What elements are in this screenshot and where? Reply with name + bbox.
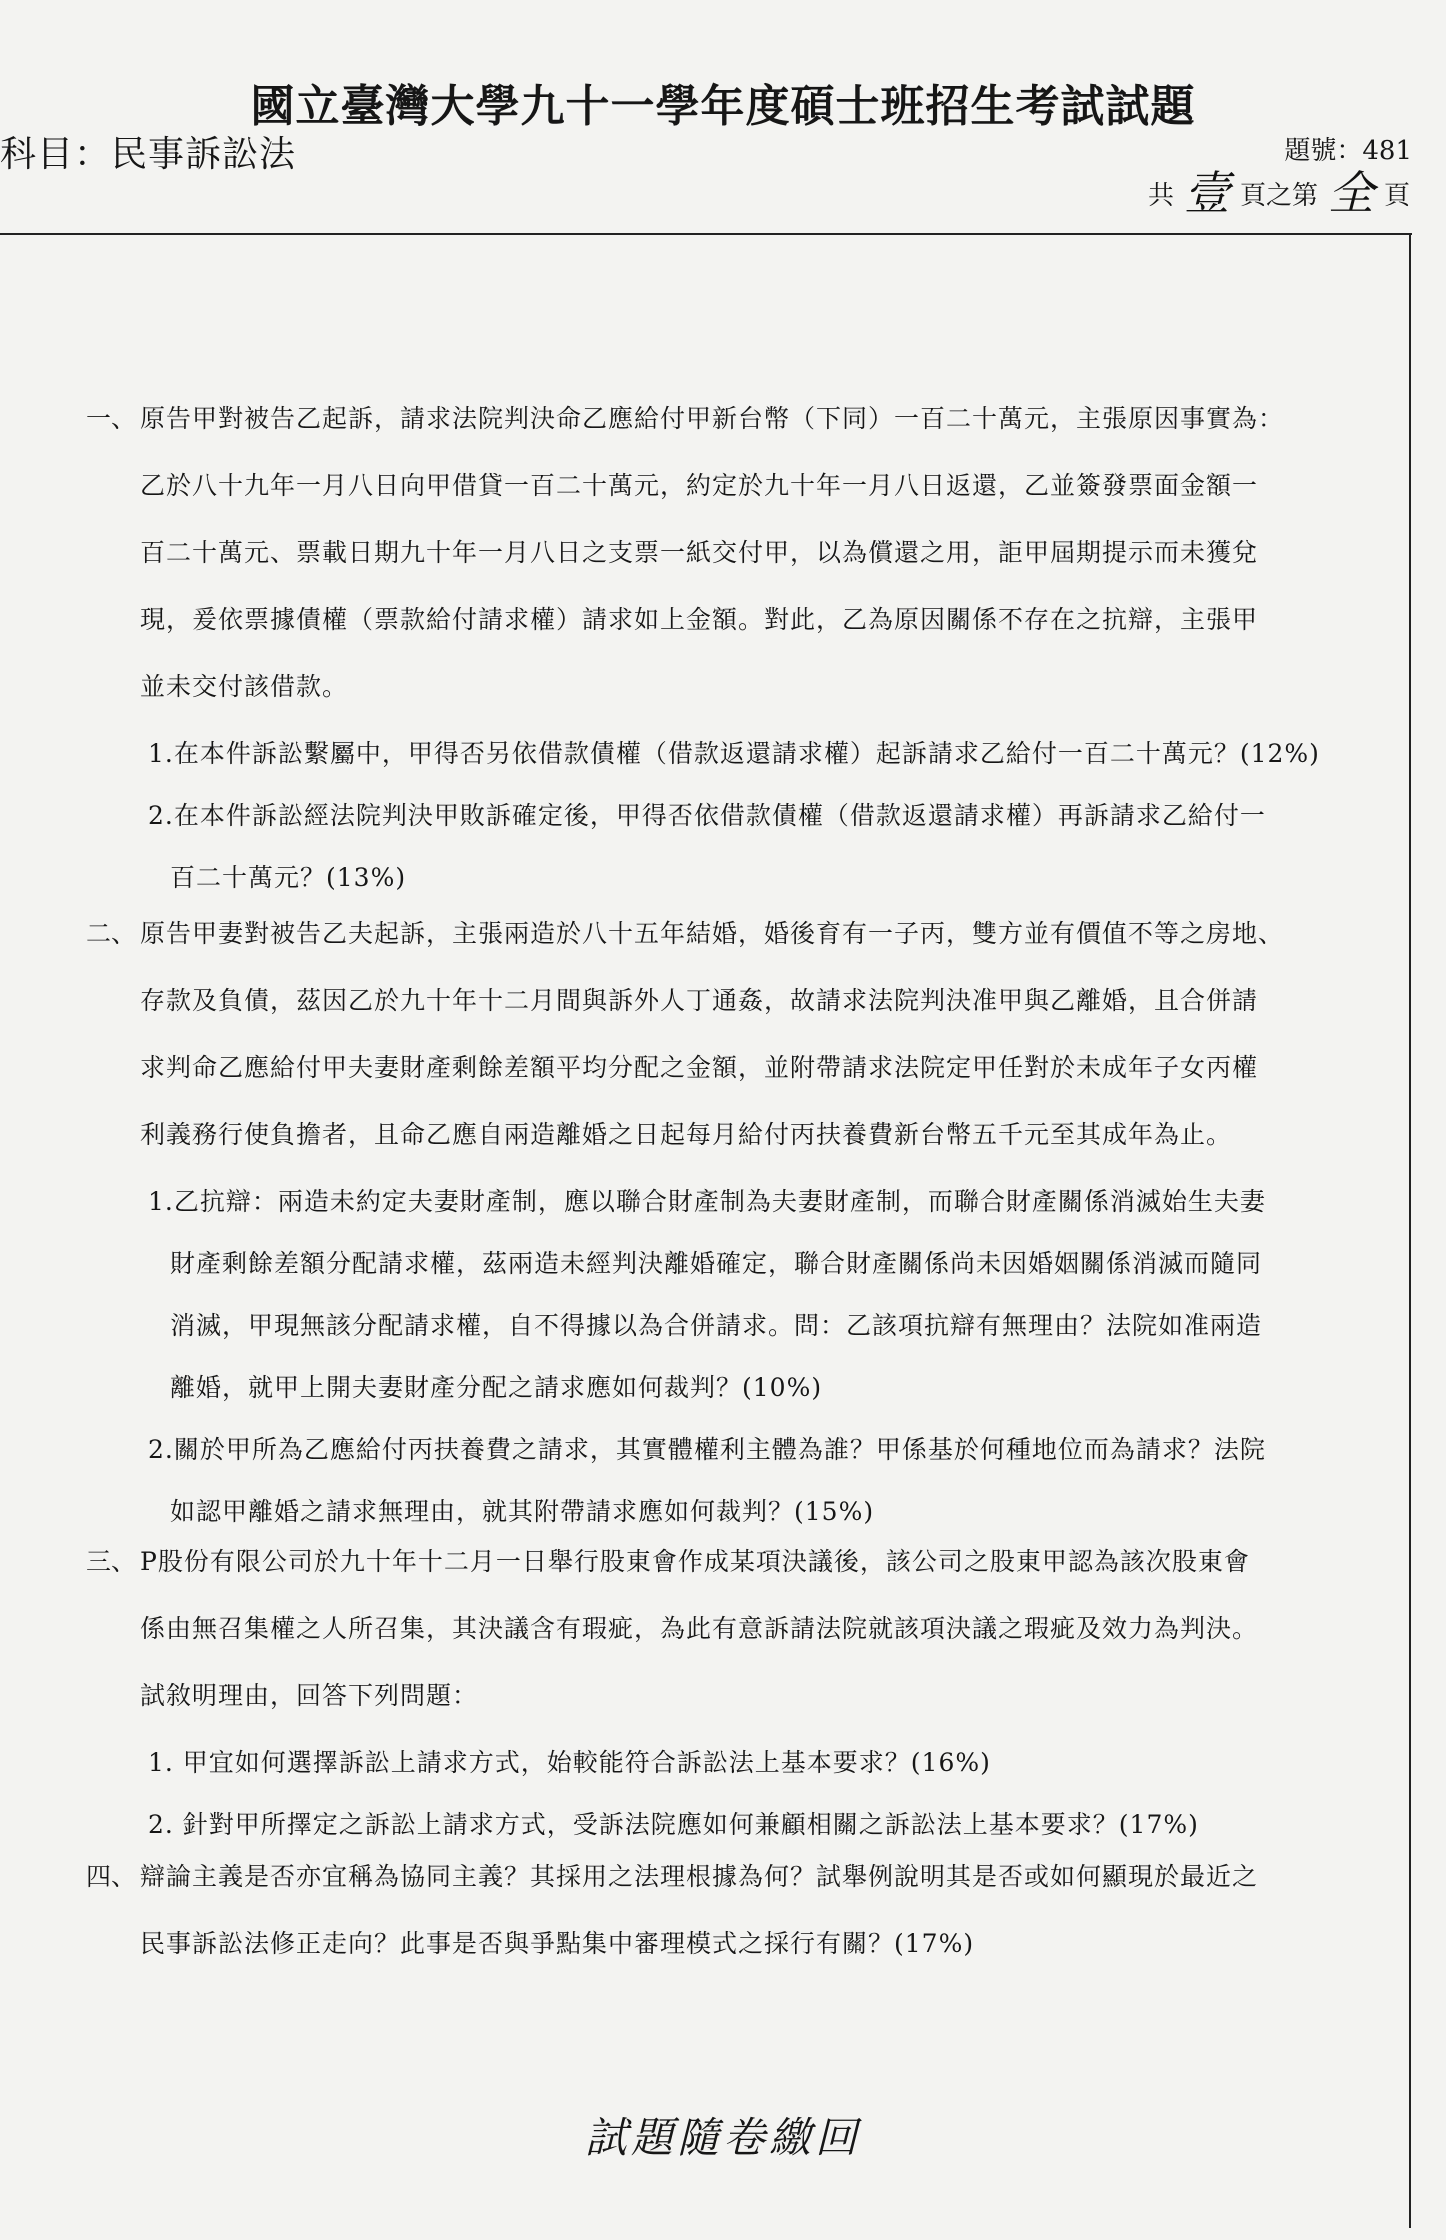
question-number: 題號：481 xyxy=(1284,136,1412,166)
question-line: 原告甲對被告乙起訴，請求法院判決命乙應給付甲新台幣（下同）一百二十萬元，主張原因事實為： xyxy=(140,404,1285,433)
sub-question-line: 2. 針對甲所擇定之訴訟上請求方式，受訴法院應如何兼顧相關之訴訟法上基本要求？(17%) xyxy=(148,1810,1199,1839)
question-line: 試敘明理由，回答下列問題： xyxy=(140,1681,479,1710)
question-line: 百二十萬元、票載日期九十年一月八日之支票一紙交付甲，以為償還之用，詎甲屆期提示而未獲兌 xyxy=(140,538,1259,567)
question-line: 係由無召集權之人所召集，其決議含有瑕疵，為此有意訴請法院就該項決議之瑕疵及效力為判決。 xyxy=(140,1614,1259,1643)
return-notice: 試題隨卷繳回 xyxy=(584,2113,861,2162)
sub-question-line: 1.在本件訴訟繫屬中，甲得否另依借款債權（借款返還請求權）起訴請求乙給付一百二十萬元？(12%) xyxy=(148,739,1320,768)
subject-label: 科目：民事訴訟法 xyxy=(0,134,297,175)
question-label: 二、 xyxy=(86,919,137,948)
frame-right-border xyxy=(1409,233,1411,2228)
question-label: 三、 xyxy=(86,1547,137,1576)
question-line: 辯論主義是否亦宜稱為協同主義？其採用之法理根據為何？試舉例說明其是否或如何顯現於最近之 xyxy=(140,1862,1259,1891)
sub-question-line: 百二十萬元？(13%) xyxy=(170,863,407,892)
sub-question-line: 2.在本件訴訟經法院判決甲敗訴確定後，甲得否依借款債權（借款返還請求權）再訴請求乙給付一 xyxy=(148,801,1266,830)
sub-question-line: 財產剩餘差額分配請求權，茲兩造未經判決離婚確定，聯合財產關係尚未因婚姻關係消滅而隨同 xyxy=(170,1249,1263,1278)
page-of-label: 頁之第 xyxy=(1239,180,1318,211)
question-line: 求判命乙應給付甲夫妻財產剩餘差額平均分配之金額，並附帶請求法院定甲任對於未成年子女丙權 xyxy=(140,1053,1259,1082)
sub-question-line: 1. 甲宜如何選擇訴訟上請求方式，始較能符合訴訟法上基本要求？(16%) xyxy=(148,1748,991,1777)
question-label: 一、 xyxy=(86,404,137,433)
question-line: P股份有限公司於九十年十二月一日舉行股東會作成某項決議後，該公司之股東甲認為該次股東會 xyxy=(140,1547,1250,1576)
page-total-prefix: 共 xyxy=(1147,180,1174,211)
sub-question-line: 離婚，就甲上開夫妻財產分配之請求應如何裁判？(10%) xyxy=(170,1373,823,1402)
page-current-handwritten: 全 xyxy=(1327,166,1374,220)
question-line: 利義務行使負擔者，且命乙應自兩造離婚之日起每月給付丙扶養費新台幣五千元至其成年為止。 xyxy=(140,1120,1233,1149)
question-line: 乙於八十九年一月八日向甲借貸一百二十萬元，約定於九十年一月八日返還，乙並簽發票面金額一 xyxy=(140,471,1259,500)
sub-question-line: 1.乙抗辯：兩造未約定夫妻財產制，應以聯合財產制為夫妻財產制，而聯合財產關係消滅始生夫妻 xyxy=(148,1187,1266,1216)
question-line: 存款及負債，茲因乙於九十年十二月間與訴外人丁通姦，故請求法院判決准甲與乙離婚，且合併請 xyxy=(140,986,1259,1015)
question-line: 原告甲妻對被告乙夫起訴，主張兩造於八十五年結婚，婚後育有一子丙，雙方並有價值不等之房地、 xyxy=(140,919,1285,948)
sub-question-line: 2.關於甲所為乙應給付丙扶養費之請求，其實體權利主體為誰？甲係基於何種地位而為請求？法院 xyxy=(148,1435,1266,1464)
question-line: 民事訴訟法修正走向？此事是否與爭點集中審理模式之採行有關？(17%) xyxy=(140,1929,975,1958)
page-suffix: 頁 xyxy=(1383,180,1410,211)
question-line: 並未交付該借款。 xyxy=(140,672,349,701)
question-label: 四、 xyxy=(86,1862,137,1891)
sub-question-line: 消滅，甲現無該分配請求權，自不得據以為合併請求。問：乙該項抗辯有無理由？法院如准兩造 xyxy=(170,1311,1263,1340)
question-line: 現，爰依票據債權（票款給付請求權）請求如上金額。對此，乙為原因關係不存在之抗辯，主張甲 xyxy=(140,605,1259,634)
page-total-handwritten: 壹 xyxy=(1183,166,1230,220)
page-info xyxy=(1147,166,1410,220)
header-divider xyxy=(0,233,1412,235)
sub-question-line: 如認甲離婚之請求無理由，就其附帶請求應如何裁判？(15%) xyxy=(170,1497,875,1526)
exam-title: 國立臺灣大學九十一學年度碩士班招生考試試題 xyxy=(250,81,1196,132)
